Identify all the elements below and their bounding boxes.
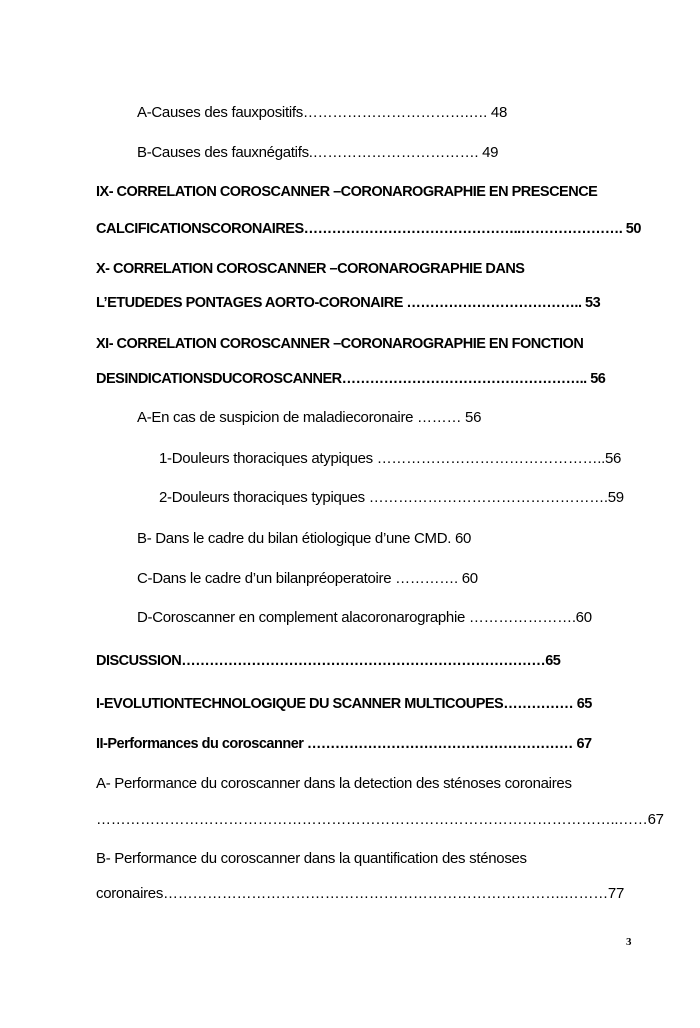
toc-entry-bilan-preoperatoire: C-Dans le cadre d’un bilanpréoperatoire …………. 60: [137, 570, 478, 587]
toc-entry-detection-stenoses-line1: A- Performance du coroscanner dans la detection des sténoses coronaires: [96, 775, 572, 792]
toc-heading-xi-line2: DESINDICATIONSDUCOROSCANNER…………………………………………….. 56: [96, 371, 606, 387]
toc-entry-douleurs-typiques: 2-Douleurs thoraciques typiques ………………………………………….59: [159, 489, 624, 506]
toc-heading-performances: II-Performances du coroscanner ………………………………………………… 67: [96, 736, 592, 752]
toc-heading-x-line1: X- CORRELATION COROSCANNER –CORONAROGRAPHIE DANS: [96, 261, 525, 277]
toc-heading-ix-line1: IX- CORRELATION COROSCANNER –CORONAROGRAPHIE EN PRESCENCE: [96, 184, 598, 200]
toc-entry-suspicion-maladie-coronaire: A-En cas de suspicion de maladiecoronaire ……… 56: [137, 409, 482, 426]
toc-entry-causes-faux-positifs: A-Causes des fauxpositifs…………………………….…. 48: [137, 104, 508, 121]
toc-entry-bilan-etiologique-cmd: B- Dans le cadre du bilan étiologique d’une CMD. 60: [137, 530, 472, 547]
toc-entry-douleurs-atypiques: 1-Douleurs thoraciques atypiques ………………………………………..56: [159, 450, 622, 467]
toc-entry-causes-faux-negatifs: B-Causes des fauxnégatifs.……………………………. 49: [137, 144, 499, 161]
toc-heading-discussion: DISCUSSION……………………………………………………………………65: [96, 653, 561, 669]
toc-entry-quantification-stenoses-line2: coronaires……………………………………………………………………….………77: [96, 885, 624, 902]
toc-entry-detection-stenoses-line2: ……………………………………………………………………………………………..……67: [96, 811, 664, 828]
page-number: 3: [626, 936, 632, 948]
toc-entry-complement-coronarographie: D-Coroscanner en complement alacoronarographie ………………….60: [137, 609, 592, 626]
toc-heading-xi-line1: XI- CORRELATION COROSCANNER –CORONAROGRAPHIE EN FONCTION: [96, 336, 584, 352]
toc-heading-evolution-technologique: I-EVOLUTIONTECHNOLOGIQUE DU SCANNER MULTICOUPES…………… 65: [96, 696, 592, 712]
toc-heading-ix-line2: CALCIFICATIONSCORONAIRES………………………………………..…………………. 50: [96, 221, 641, 237]
toc-heading-x-line2: L’ETUDEDES PONTAGES AORTO-CORONAIRE ……………………………….. 53: [96, 295, 601, 311]
toc-entry-quantification-stenoses-line1: B- Performance du coroscanner dans la quantification des sténoses: [96, 850, 527, 867]
